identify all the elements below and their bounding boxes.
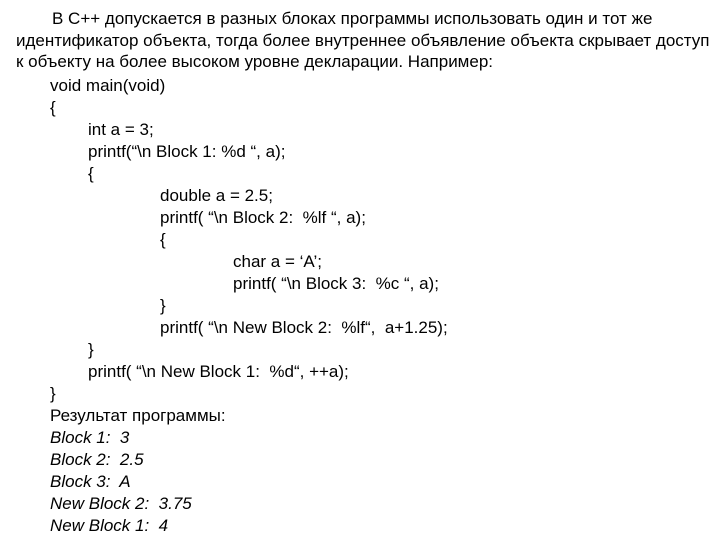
code-line: double a = 2.5; <box>160 186 273 205</box>
code-line: } <box>50 384 56 403</box>
code-line: } <box>160 296 166 315</box>
output-line: New Block 2: 3.75 <box>50 494 192 513</box>
code-line: int a = 3; <box>88 120 154 139</box>
output-line: New Block 1: 4 <box>50 516 169 535</box>
code-line: printf(“\n Block 1: %d “, a); <box>88 142 286 161</box>
code-line: char a = ‘A’; <box>233 252 322 271</box>
code-line: { <box>160 230 166 249</box>
code-line: } <box>88 340 94 359</box>
output-line: Block 3: A <box>50 472 131 491</box>
code-line: { <box>88 164 94 183</box>
intro-paragraph <box>16 8 712 73</box>
output-line: Block 1: 3 <box>50 428 130 447</box>
output-line: Block 2: 2.5 <box>50 450 144 469</box>
code-line: printf( “\n Block 2: %lf “, a); <box>160 208 366 227</box>
code-line: printf( “\n Block 3: %c “, a); <box>233 274 439 293</box>
code-line: printf( “\n New Block 2: %lf“, a+1.25); <box>160 318 448 337</box>
output-heading: Результат программы: <box>50 406 226 425</box>
code-line: { <box>50 98 56 117</box>
code-line: void main(void) <box>50 76 166 95</box>
intro-text: В С++ допускается в разных блоках программы использовать один и тот же идентификатор объекта, тогда более внутреннее объявление объекта скрывает доступ к объекту на более высоком уровне декларации. Например: <box>16 9 710 71</box>
code-line: printf( “\n New Block 1: %d“, ++a); <box>88 362 349 381</box>
